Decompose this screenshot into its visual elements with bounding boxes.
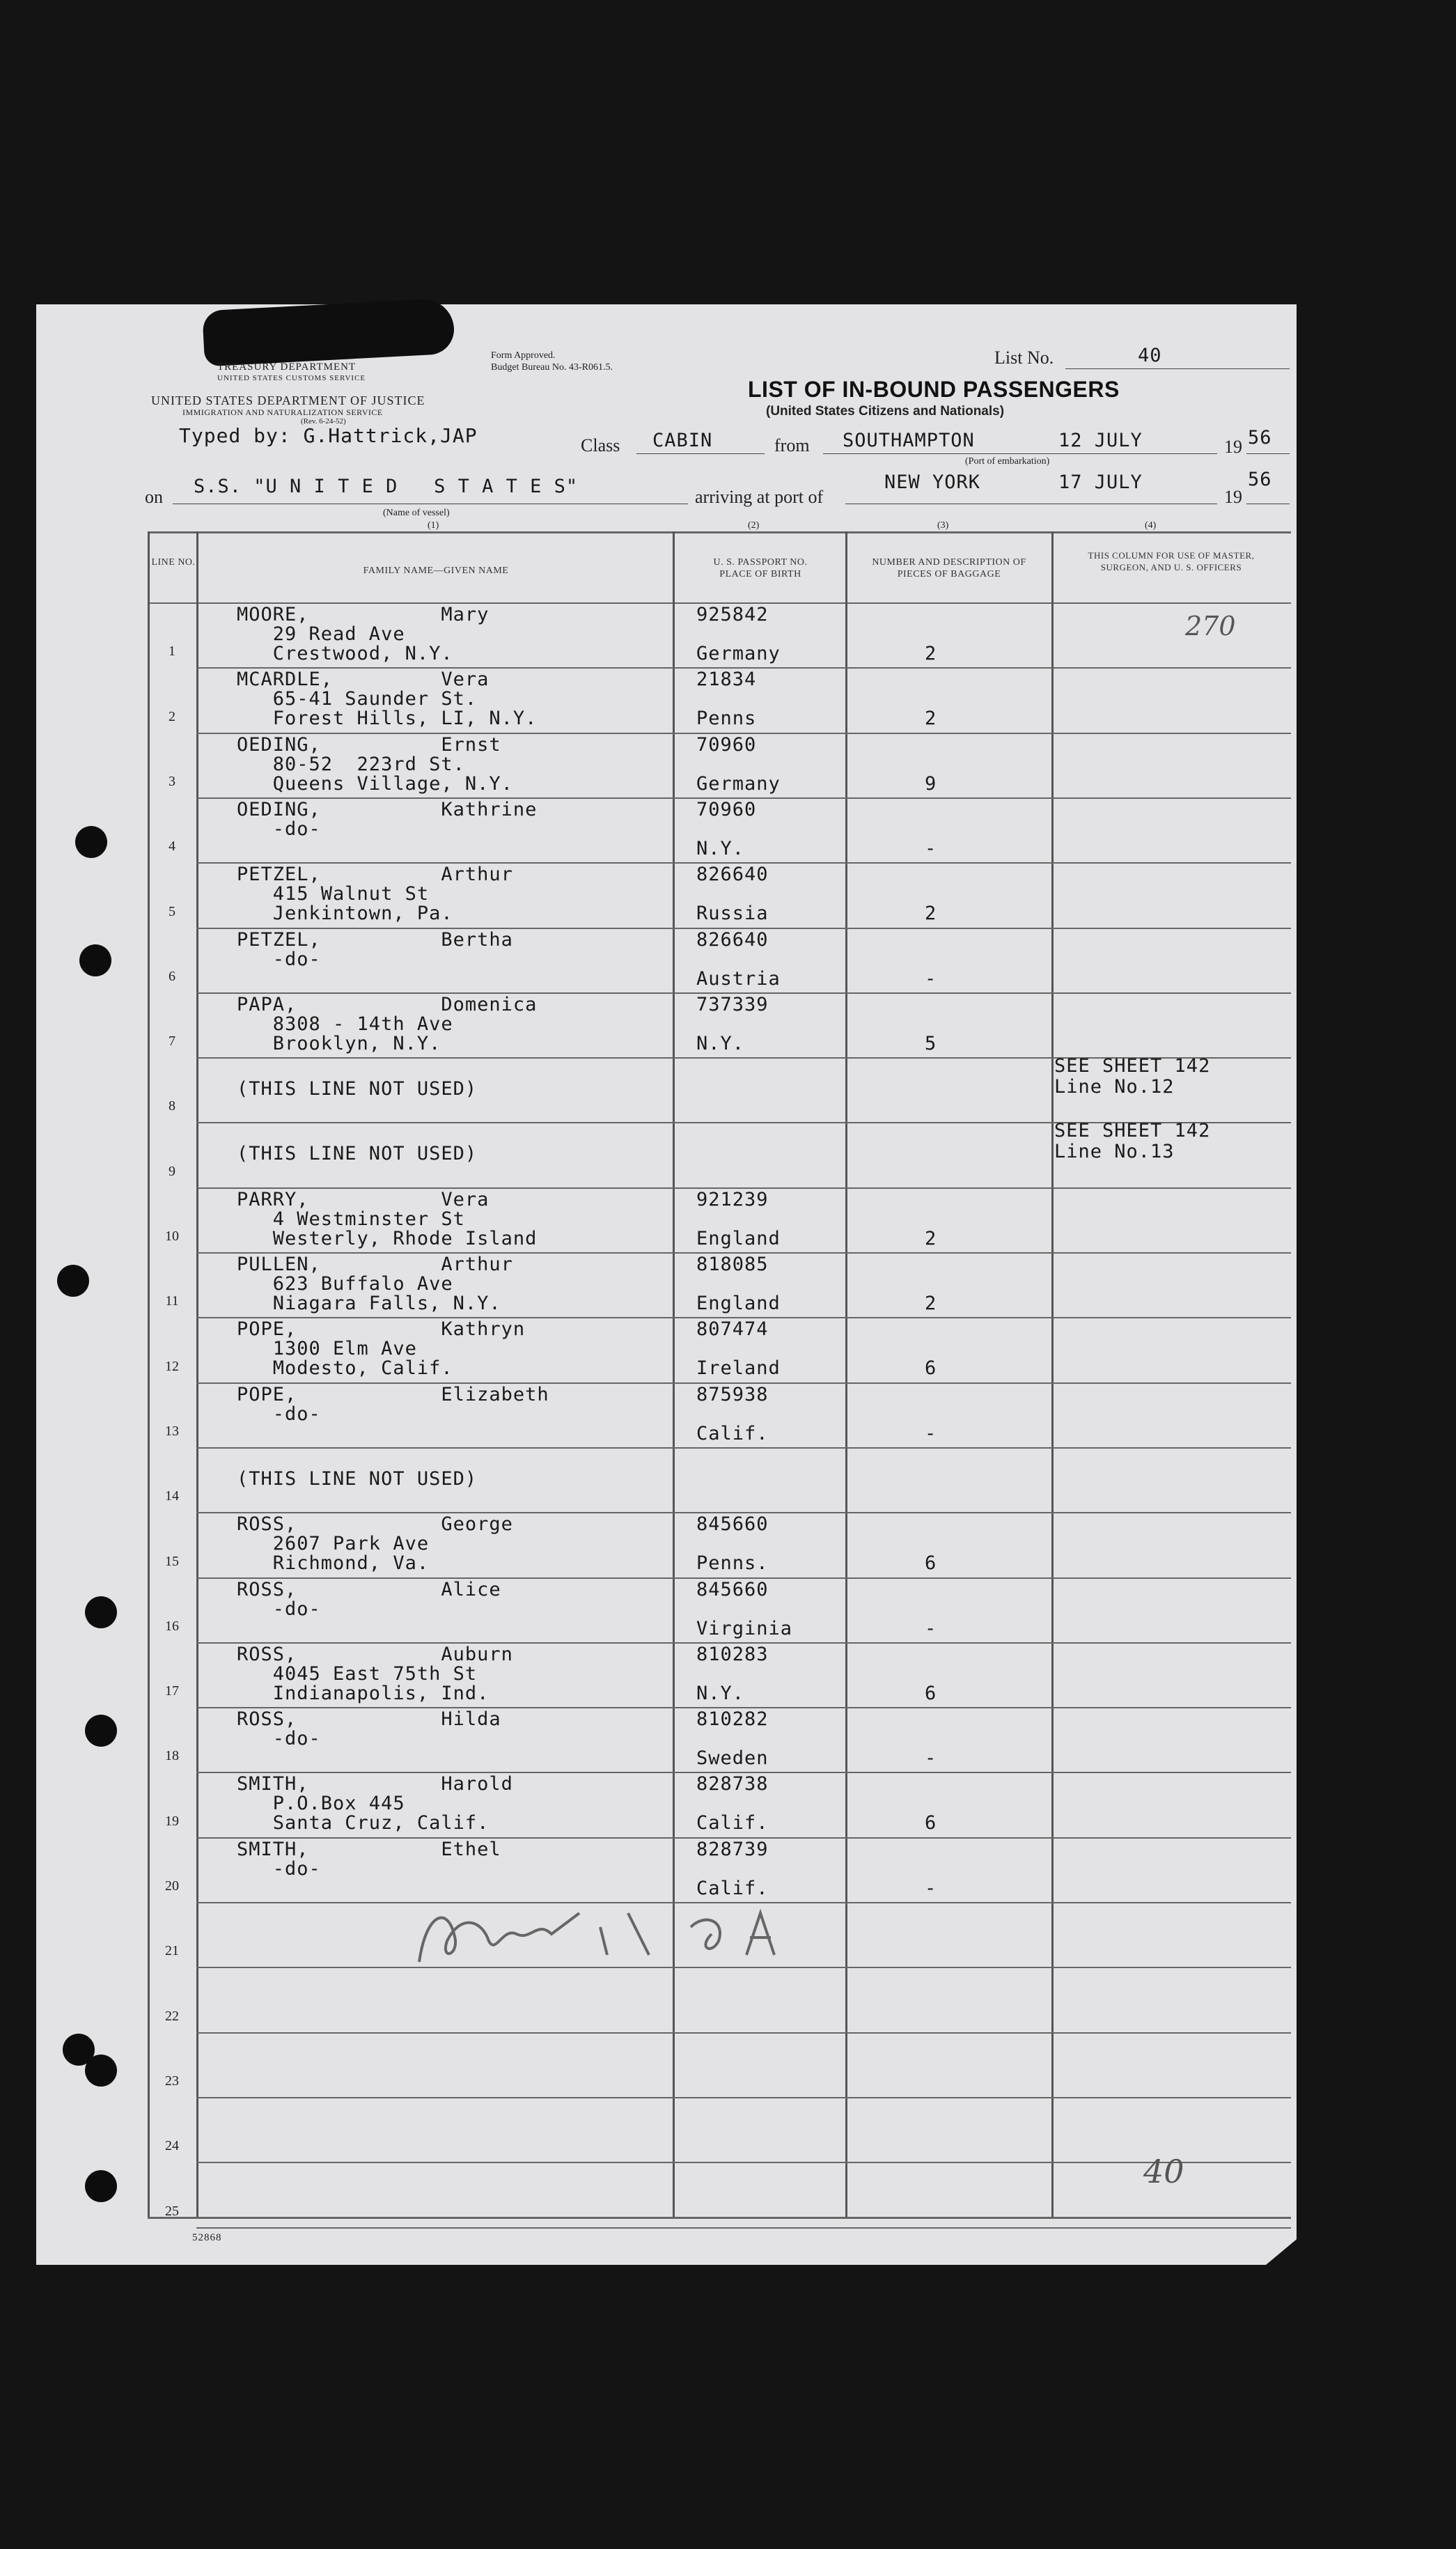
- line-number: 11: [165, 1293, 179, 1309]
- redaction-blot: [202, 298, 455, 367]
- line-number: 14: [165, 1488, 179, 1504]
- class-value: CABIN: [652, 430, 713, 451]
- passenger-name: OEDING, Kathrine: [237, 798, 538, 820]
- line-number: 12: [165, 1358, 179, 1374]
- baggage-count: 6: [925, 1682, 937, 1704]
- place-of-birth: Austria: [696, 967, 781, 990]
- passenger-address: (THIS LINE NOT USED): [237, 1143, 478, 1165]
- line-number: 19: [165, 1813, 179, 1829]
- from-label: from: [774, 435, 810, 455]
- passenger-name: PETZEL, Arthur: [237, 864, 513, 886]
- line-number: 17: [165, 1683, 179, 1699]
- place-of-birth: N.Y.: [696, 1682, 745, 1704]
- from-date: 12 JULY: [1058, 430, 1143, 451]
- place-of-birth: Virginia: [696, 1617, 793, 1639]
- passenger-city: Forest Hills, LI, N.Y.: [237, 708, 538, 730]
- handwritten-scrawl: [398, 1885, 886, 1983]
- passenger-city: Queens Village, N.Y.: [237, 772, 513, 795]
- col-divider-lineno: [196, 531, 198, 2217]
- line-number: 18: [165, 1748, 179, 1764]
- from-year: 56: [1248, 427, 1272, 449]
- passport-number: 828739: [696, 1838, 769, 1860]
- passenger-address: 65-41 Saunder St.: [237, 688, 478, 710]
- list-no-value: 40: [1138, 345, 1162, 366]
- passport-number: 925842: [696, 604, 769, 625]
- baggage-count: 2: [925, 1227, 937, 1249]
- ins-label: IMMIGRATION AND NATURALIZATION SERVICE: [182, 407, 383, 417]
- passenger-name: MCARDLE, Vera: [237, 669, 490, 691]
- dept-justice: UNITED STATES DEPARTMENT OF JUSTICE: [151, 393, 425, 407]
- passenger-address: (THIS LINE NOT USED): [237, 1467, 478, 1490]
- on-label: on: [145, 487, 163, 507]
- place-of-birth: Penns: [696, 708, 757, 730]
- passport-number: 810282: [696, 1708, 769, 1731]
- passenger-address: P.O.Box 445: [237, 1793, 405, 1815]
- passport-number: 921239: [696, 1188, 769, 1210]
- col-num-2: (2): [748, 520, 760, 531]
- passport-number: 70960: [696, 733, 757, 756]
- arrive-year: 56: [1248, 469, 1272, 490]
- passenger-city: Richmond, Va.: [237, 1552, 430, 1575]
- passenger-name: PAPA, Domenica: [237, 993, 538, 1015]
- place-of-birth: Calif.: [696, 1877, 769, 1899]
- line-number: 13: [165, 1423, 179, 1439]
- passenger-name: PETZEL, Bertha: [237, 928, 513, 951]
- baggage-count: 5: [925, 1032, 937, 1054]
- passenger-name: POPE, Kathryn: [237, 1318, 526, 1341]
- passport-number: 826640: [696, 864, 769, 886]
- passenger-address: 29 Read Ave: [237, 623, 405, 645]
- passenger-address: 4 Westminster St: [237, 1208, 465, 1230]
- passport-number: 70960: [696, 798, 757, 820]
- row-rule: [196, 2032, 1291, 2034]
- punch-hole: [79, 944, 111, 976]
- folded-corner: [1262, 2234, 1304, 2268]
- place-of-birth: Sweden: [696, 1747, 769, 1770]
- margin-note-270: 270: [1185, 611, 1236, 641]
- from-port: SOUTHAMPTON: [843, 430, 975, 451]
- passenger-address: 80-52 223rd St.: [237, 753, 465, 775]
- baggage-count: 2: [925, 708, 937, 730]
- from-year-line: [1246, 453, 1290, 454]
- line-number: 5: [169, 903, 175, 919]
- place-of-birth: Russia: [696, 903, 769, 925]
- form-number: 52868: [192, 2232, 222, 2243]
- vessel-name: S.S. "U N I T E D S T A T E S": [194, 476, 579, 497]
- table-bottom-border: [148, 2217, 1291, 2219]
- line-number: 15: [165, 1553, 179, 1569]
- class-label: Class: [581, 435, 620, 455]
- passenger-city: Westerly, Rhode Island: [237, 1227, 538, 1249]
- passport-number: 875938: [696, 1383, 769, 1405]
- line-number: 2: [169, 708, 175, 724]
- passport-number: 818085: [696, 1254, 769, 1275]
- baggage-count: -: [925, 967, 937, 990]
- place-of-birth: Ireland: [696, 1357, 781, 1380]
- passenger-name: MOORE, Mary: [237, 604, 490, 625]
- punch-hole: [57, 1265, 89, 1297]
- col-header-passport: U. S. PASSPORT NO. PLACE OF BIRTH: [713, 557, 808, 579]
- col-header-name: FAMILY NAME—GIVEN NAME: [363, 566, 509, 576]
- passenger-address: 415 Walnut St: [237, 883, 430, 905]
- passenger-name: PULLEN, Arthur: [237, 1254, 513, 1275]
- passenger-city: Brooklyn, N.Y.: [237, 1032, 441, 1054]
- place-of-birth: England: [696, 1293, 781, 1314]
- line-number: 21: [165, 1943, 179, 1959]
- col-num-3: (3): [937, 520, 949, 531]
- place-of-birth: Calif.: [696, 1812, 769, 1834]
- passport-number: 807474: [696, 1318, 769, 1341]
- punch-hole: [85, 2170, 117, 2202]
- passport-number: 826640: [696, 928, 769, 951]
- col-num-1: (1): [428, 520, 439, 531]
- form-approved: Form Approved.: [491, 350, 556, 361]
- arrive-year-prefix: 19: [1224, 487, 1242, 507]
- budget-bureau: Budget Bureau No. 43-R061.5.: [491, 362, 613, 373]
- line-number: 9: [169, 1163, 175, 1179]
- passenger-list-sheet: [36, 304, 1297, 2265]
- passenger-address: 8308 - 14th Ave: [237, 1013, 453, 1035]
- passenger-address: -do-: [237, 1857, 321, 1880]
- agency-customs: UNITED STATES CUSTOMS SERVICE: [217, 374, 366, 382]
- line-number: 22: [165, 2008, 179, 2024]
- subtitle: (United States Citizens and Nationals): [766, 404, 1005, 419]
- passenger-address: (THIS LINE NOT USED): [237, 1078, 478, 1100]
- passenger-address: 2607 Park Ave: [237, 1533, 430, 1555]
- punch-hole: [75, 826, 107, 858]
- col-num-4: (4): [1145, 520, 1157, 531]
- passport-number: 737339: [696, 993, 769, 1015]
- passenger-name: PARRY, Vera: [237, 1188, 490, 1210]
- place-of-birth: Penns.: [696, 1552, 769, 1575]
- line-number: 6: [169, 968, 175, 984]
- vessel-label: (Name of vessel): [383, 508, 450, 518]
- officer-note: SEE SHEET 142 Line No.13: [1054, 1120, 1211, 1163]
- baggage-count: -: [925, 837, 937, 859]
- passport-number: 810283: [696, 1643, 769, 1665]
- punch-hole: [85, 1715, 117, 1747]
- passenger-name: ROSS, Auburn: [237, 1643, 513, 1665]
- arriving-date: 17 JULY: [1058, 471, 1143, 493]
- arriving-port: NEW YORK: [884, 471, 981, 493]
- officer-note: SEE SHEET 142 Line No.12: [1054, 1055, 1211, 1098]
- line-number: 24: [165, 2138, 179, 2154]
- passenger-city: Indianapolis, Ind.: [237, 1682, 490, 1704]
- line-number: 23: [165, 2073, 179, 2089]
- passenger-city: Niagara Falls, N.Y.: [237, 1293, 501, 1314]
- passenger-address: 4045 East 75th St: [237, 1662, 478, 1685]
- passenger-name: ROSS, Hilda: [237, 1708, 501, 1731]
- baggage-count: 6: [925, 1552, 937, 1575]
- class-line: [636, 453, 765, 454]
- passenger-address: 1300 Elm Ave: [237, 1338, 417, 1360]
- from-line: [823, 453, 1217, 454]
- passenger-name: ROSS, George: [237, 1513, 513, 1536]
- place-of-birth: Germany: [696, 772, 781, 795]
- from-year-prefix: 19: [1224, 437, 1242, 457]
- list-no-line: [1065, 368, 1290, 369]
- title: LIST OF IN-BOUND PASSENGERS: [748, 377, 1120, 402]
- passenger-address: -do-: [237, 948, 321, 970]
- line-number: 10: [165, 1229, 179, 1244]
- passenger-name: ROSS, Alice: [237, 1578, 501, 1600]
- agency-treasury: TREASURY DEPARTMENT: [217, 361, 357, 373]
- baggage-count: 6: [925, 1812, 937, 1834]
- punch-hole: [85, 1596, 117, 1628]
- typed-by: Typed by: G.Hattrick,JAP: [179, 424, 478, 447]
- passenger-address: -do-: [237, 818, 321, 840]
- col-divider-officers: [1051, 531, 1054, 2217]
- passport-number: 845660: [696, 1578, 769, 1600]
- rev-label: (Rev. 6-24-52): [301, 417, 346, 426]
- passenger-city: Jenkintown, Pa.: [237, 903, 453, 925]
- arriving-label: arriving at port of: [695, 487, 824, 507]
- baggage-count: 2: [925, 1293, 937, 1314]
- list-no-label: List No.: [994, 348, 1054, 368]
- line-number: 1: [169, 644, 175, 660]
- passenger-city: Santa Cruz, Calif.: [237, 1812, 490, 1834]
- passenger-city: Crestwood, N.Y.: [237, 643, 453, 664]
- line-number: 16: [165, 1618, 179, 1634]
- passenger-address: -do-: [237, 1598, 321, 1620]
- col-header-officers: THIS COLUMN FOR USE OF MASTER, SURGEON, AND U. S. OFFICERS: [1088, 550, 1255, 572]
- line-number: 7: [169, 1034, 175, 1050]
- baggage-count: -: [925, 1877, 937, 1899]
- line-number: 4: [169, 839, 175, 855]
- punch-hole: [85, 2055, 117, 2087]
- passenger-name: OEDING, Ernst: [237, 733, 501, 756]
- line-number: 3: [169, 773, 175, 789]
- passenger-address: -do-: [237, 1728, 321, 1750]
- baggage-count: 2: [925, 903, 937, 925]
- baggage-count: 9: [925, 772, 937, 795]
- row-rule: [196, 2097, 1291, 2098]
- passport-number: 828738: [696, 1773, 769, 1795]
- passenger-name: SMITH, Harold: [237, 1773, 513, 1795]
- baggage-count: -: [925, 1747, 937, 1770]
- handwritten-sheet-number: 40: [1143, 2153, 1184, 2190]
- baggage-count: -: [925, 1422, 937, 1444]
- passport-number: 21834: [696, 669, 757, 691]
- line-number: 8: [169, 1098, 175, 1114]
- place-of-birth: England: [696, 1227, 781, 1249]
- row-rule: [196, 1447, 1291, 1449]
- passenger-address: -do-: [237, 1403, 321, 1425]
- port-embark-label: (Port of embarkation): [965, 456, 1050, 467]
- passport-number: 845660: [696, 1513, 769, 1536]
- place-of-birth: Germany: [696, 643, 781, 664]
- passenger-city: Modesto, Calif.: [237, 1357, 453, 1380]
- passenger-address: 623 Buffalo Ave: [237, 1273, 453, 1295]
- table-top-border: [148, 531, 1291, 533]
- col-header-baggage: NUMBER AND DESCRIPTION OF PIECES OF BAGGAGE: [872, 557, 1026, 579]
- place-of-birth: N.Y.: [696, 1032, 745, 1054]
- row-rule: [196, 2162, 1291, 2163]
- row-rule: [196, 2227, 1291, 2229]
- place-of-birth: N.Y.: [696, 837, 745, 859]
- place-of-birth: Calif.: [696, 1422, 769, 1444]
- baggage-count: 2: [925, 643, 937, 664]
- passenger-name: POPE, Elizabeth: [237, 1383, 549, 1405]
- passenger-name: SMITH, Ethel: [237, 1838, 501, 1860]
- line-number: 25: [165, 2203, 179, 2219]
- col-header-line-no: LINE NO.: [151, 557, 196, 568]
- baggage-count: 6: [925, 1357, 937, 1380]
- line-number: 20: [165, 1878, 179, 1894]
- baggage-count: -: [925, 1617, 937, 1639]
